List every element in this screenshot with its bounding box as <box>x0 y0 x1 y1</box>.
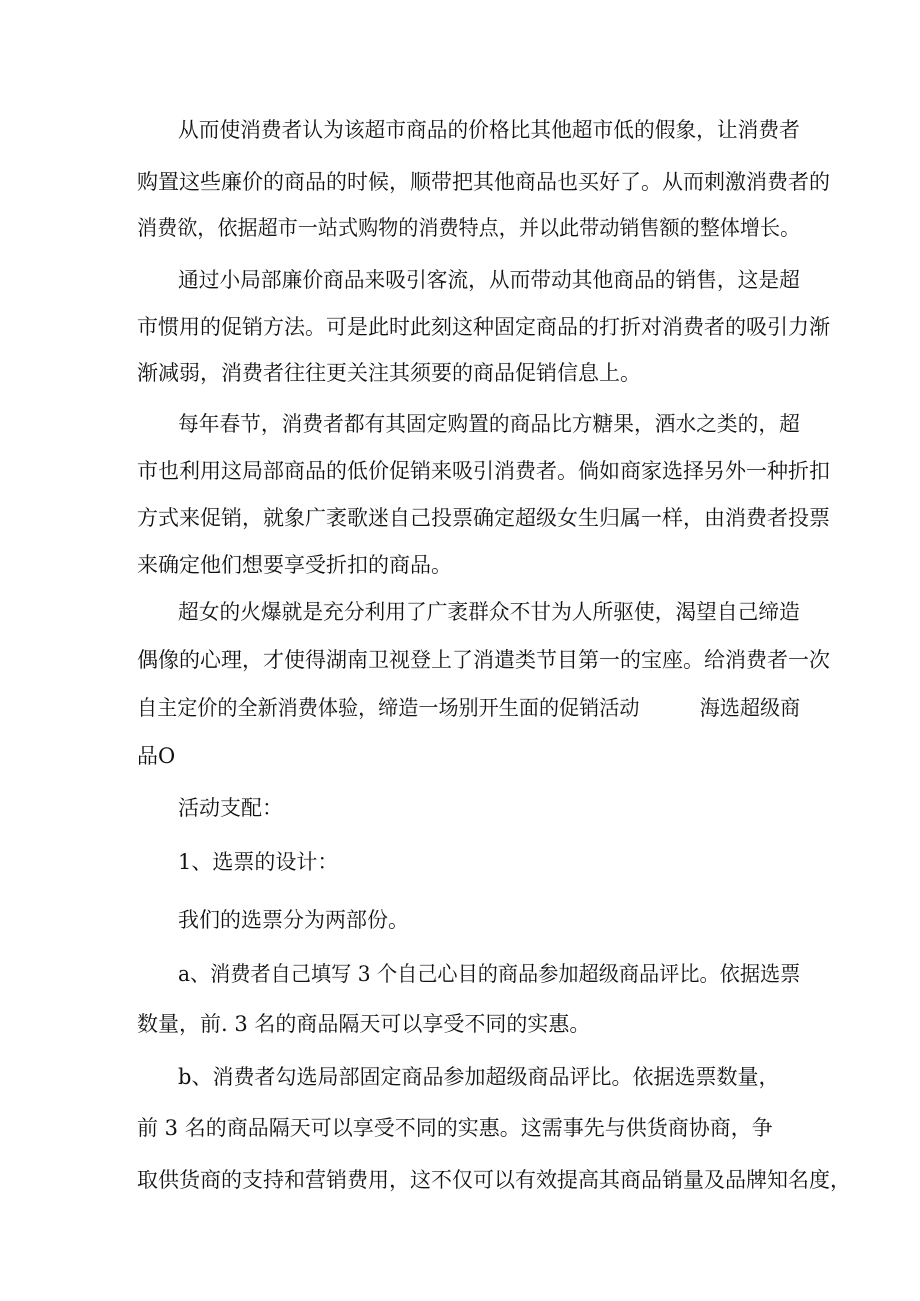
paragraph-3-line-1: 每年春节，消费者都有其固定购置的商品比方糖果，酒水之类的，超 <box>178 412 800 436</box>
paragraph-2-line-2: 市惯用的促销方法。可是此时此刻这种固定商品的打折对消费者的吸引力渐 <box>137 315 830 339</box>
paragraph-3-line-2: 市也利用这局部商品的低价促销来吸引消费者。倘如商家选择另外一种折扣 <box>137 459 830 483</box>
item-a-line-1: a、消费者自己填写 3 个自己心目的商品参加超级商品评比。依据选票 <box>178 962 801 986</box>
paragraph-4-line-1: 超女的火爆就是充分利用了广袤群众不甘为人所驱使，渴望自己缔造 <box>178 600 800 624</box>
section-heading: 活动支配： <box>178 796 283 820</box>
list-item-heading: 1、选票的设计： <box>178 850 339 874</box>
paragraph-ballot-intro: 我们的选票分为两部份。 <box>178 908 409 932</box>
paragraph-1-line-2: 购置这些廉价的商品的时候，顺带把其他商品也买好了。从而刺激消费者的 <box>137 170 830 194</box>
paragraph-4-line-2: 偶像的心理，才使得湖南卫视登上了消遣类节目第一的宝座。给消费者一次 <box>137 648 830 672</box>
item-b-line-1: b、消费者勾选局部固定商品参加超级商品评比。依据选票数量， <box>178 1065 780 1089</box>
item-b-line-2: 前 3 名的商品隔天可以享受不同的实惠。这需事先与供货商协商，争 <box>137 1116 773 1140</box>
item-b-line-3: 取供货商的支持和营销费用，这不仅可以有效提高其商品销量及品牌知名度， <box>137 1168 851 1192</box>
paragraph-1-line-1: 从而使消费者认为该超市商品的价格比其他超市低的假象，让消费者 <box>178 118 800 142</box>
paragraph-3-line-4: 来确定他们想要享受折扣的商品。 <box>137 553 452 577</box>
paragraph-4-line-3: 自主定价的全新消费体验，缔造一场别开生面的促销活动 海选超级商 <box>137 696 801 720</box>
paragraph-4-line-4: 品O <box>137 744 176 768</box>
paragraph-2-line-1: 通过小局部廉价商品来吸引客流，从而带动其他商品的销售，这是超 <box>178 268 800 292</box>
paragraph-1-line-3: 消费欲，依据超市一站式购物的消费特点，并以此带动销售额的整体增长。 <box>137 216 801 240</box>
paragraph-2-line-3: 渐减弱，消费者往往更关注其须要的商品促销信息上。 <box>137 361 641 385</box>
item-a-line-2: 数量，前. 3 名的商品隔天可以享受不同的实惠。 <box>137 1012 591 1036</box>
paragraph-3-line-3: 方式来促销，就象广袤歌迷自己投票确定超级女生归属一样，由消费者投票 <box>137 506 830 530</box>
